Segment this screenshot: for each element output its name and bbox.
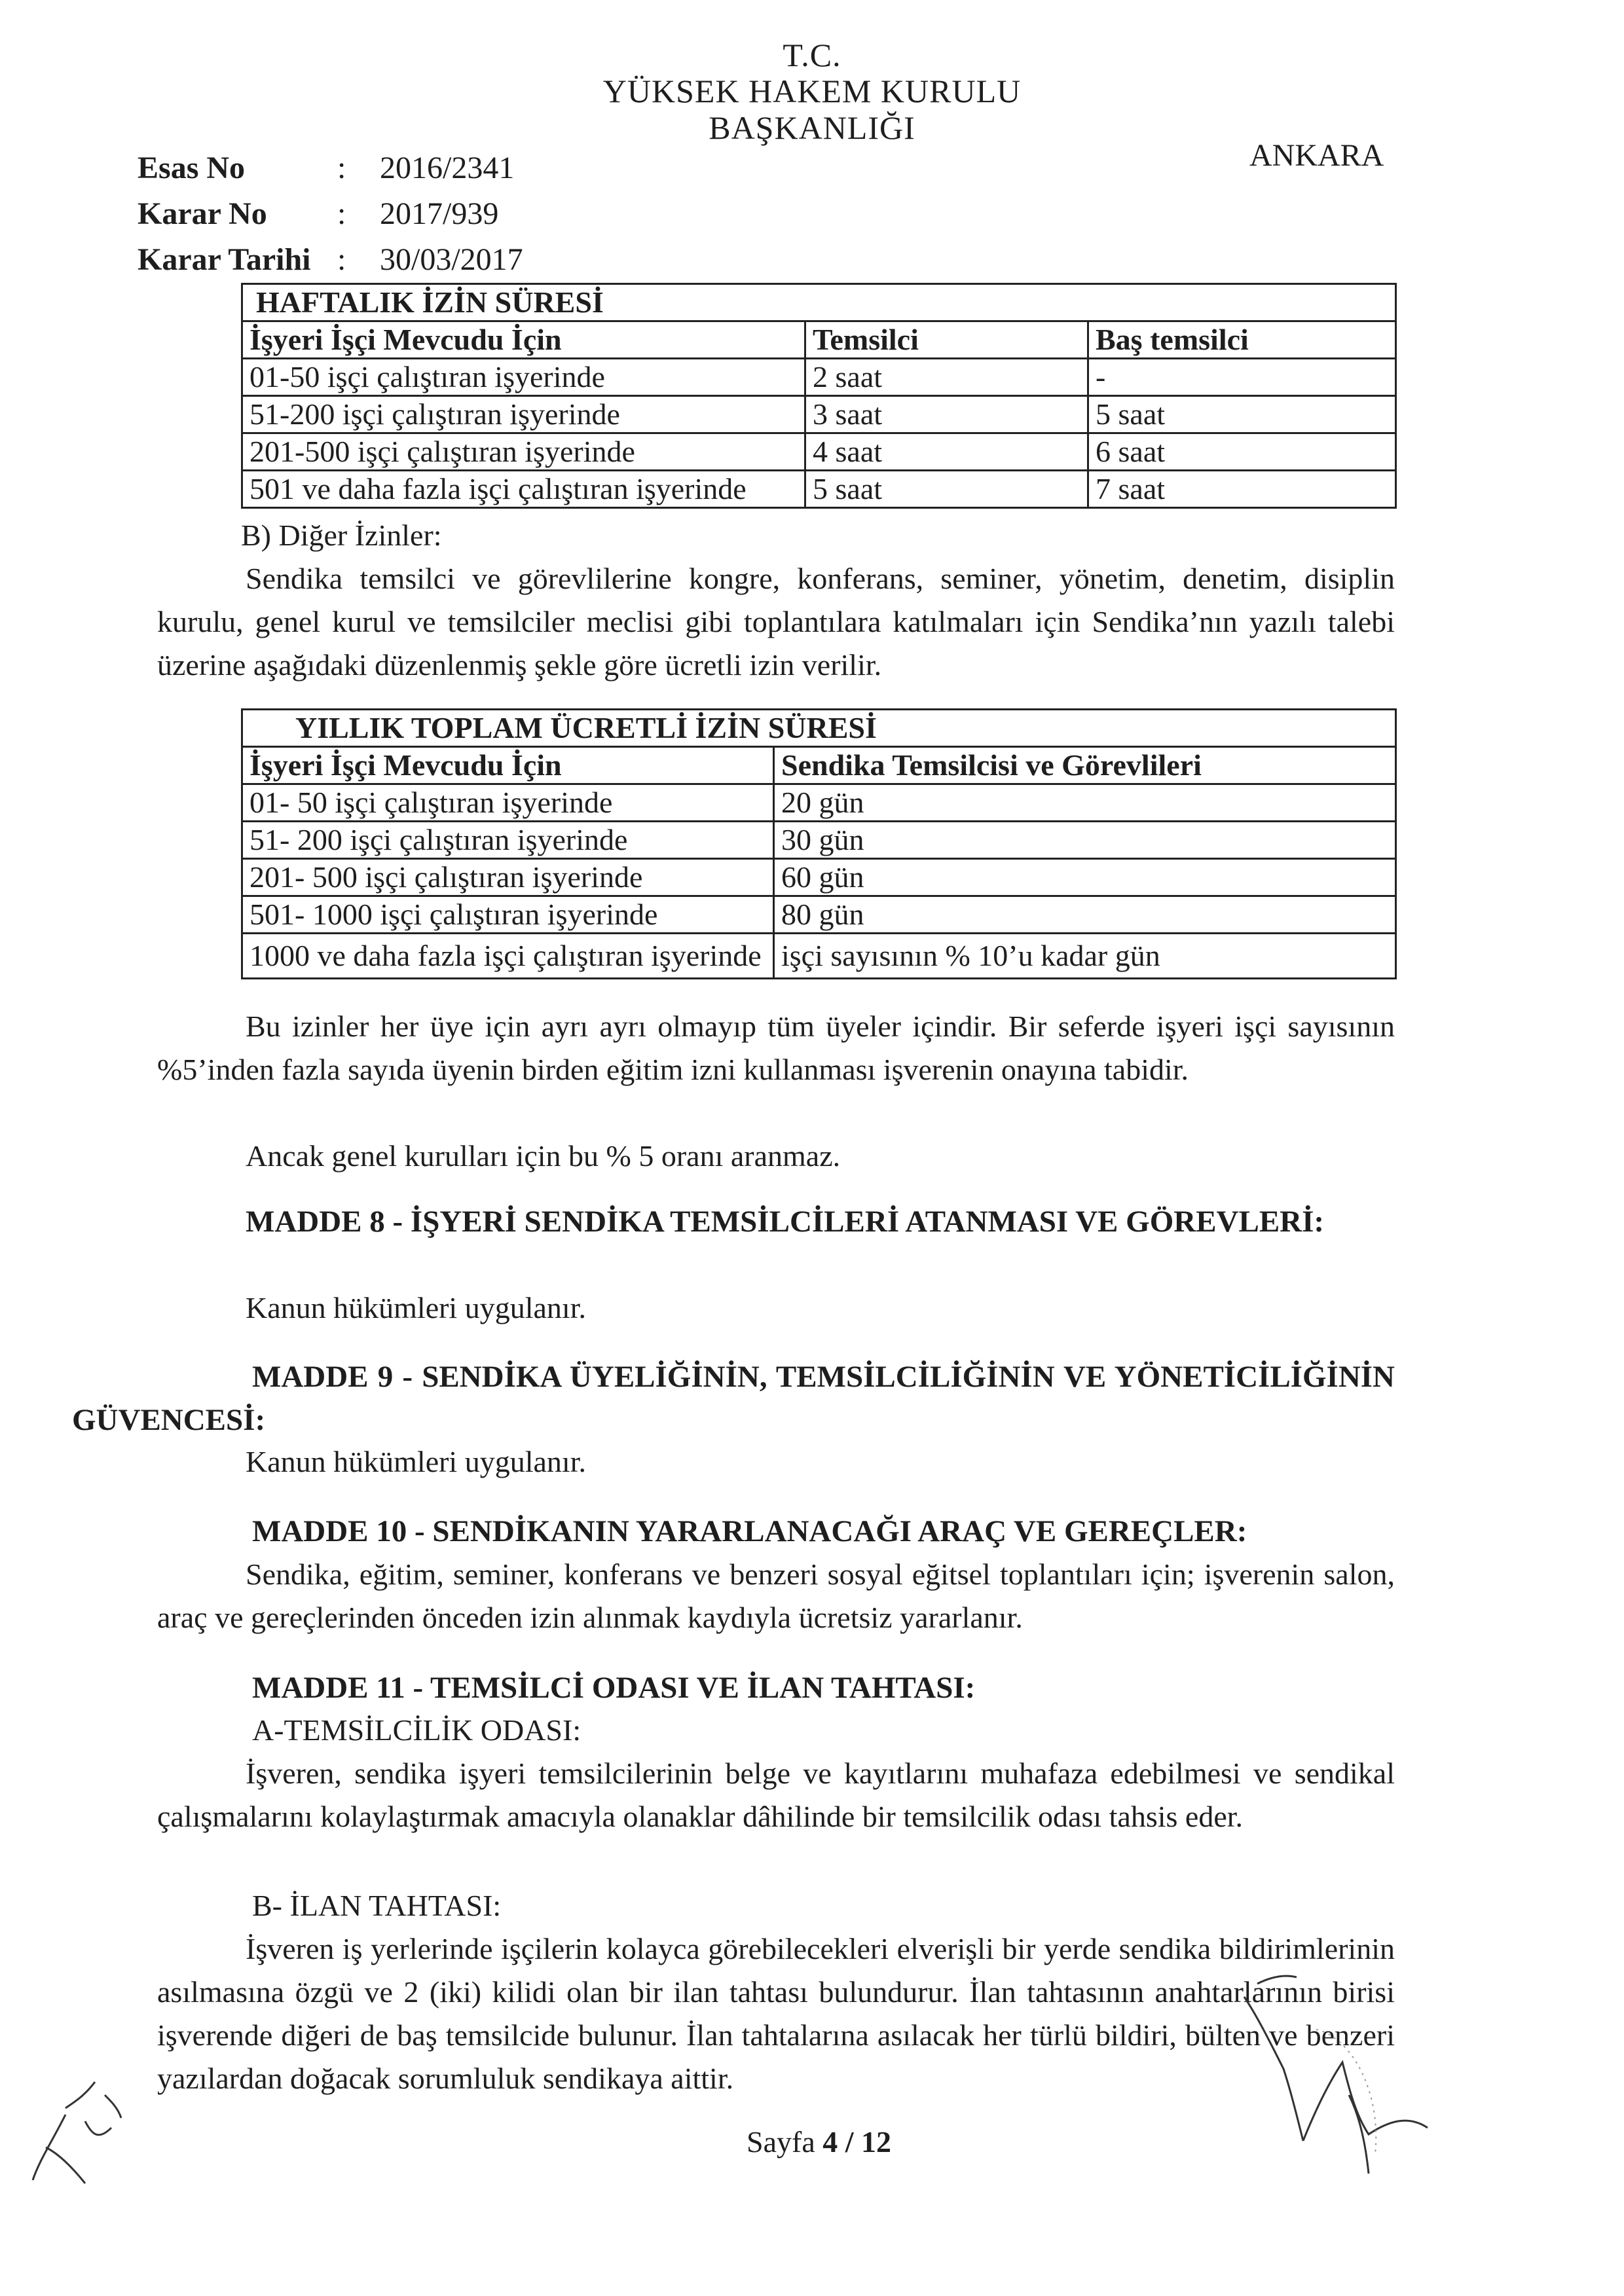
table-cell: 201-500 işçi çalıştıran işyerinde: [242, 433, 805, 471]
table-cell: 30 gün: [774, 822, 1396, 859]
tarih-row: [138, 237, 596, 283]
table-cell: 80 gün: [774, 896, 1396, 934]
column-header: Baş temsilci: [1088, 321, 1396, 359]
case-metadata: [138, 145, 596, 283]
table-row: [242, 934, 1396, 979]
table-cell: 5 saat: [1088, 396, 1396, 433]
table-cell: 01-50 işçi çalıştıran işyerinde: [242, 359, 805, 396]
column-header: Sendika Temsilcisi ve Görevlileri: [774, 747, 1396, 784]
table-row: [242, 784, 1396, 822]
table-cell: 6 saat: [1088, 433, 1396, 471]
table-cell: 60 gün: [774, 859, 1396, 896]
table-cell: 7 saat: [1088, 471, 1396, 508]
colon: :: [337, 151, 346, 185]
madde-10-title: MADDE 10 - SENDİKANIN YARARLANACAĞI ARAÇ VE GEREÇLER:: [252, 1514, 1247, 1548]
esas-row: [138, 145, 596, 191]
madde-10-text: Sendika, eğitim, seminer, konferans ve benzeri sosyal eğitsel toplantıları için; işverenin salon, araç ve gereçlerinden önceden izin alınmak kaydıyla ücretsiz yararlanır.: [157, 1558, 1395, 1634]
table-cell: 1000 ve daha fazla işçi çalıştıran işyerinde: [242, 934, 774, 979]
page-prefix: Sayfa: [747, 2125, 823, 2159]
tarih-label: Karar Tarihi: [138, 242, 311, 277]
table-cell: 201- 500 işçi çalıştıran işyerinde: [242, 859, 774, 896]
ilan-tahtasi-heading: B- İLAN TAHTASI:: [252, 1889, 502, 1922]
page-number: [747, 2124, 891, 2159]
temsilcilik-odasi-text: İşveren, sendika işyeri temsilcilerinin belge ve kayıtlarını muhafaza edebilmesi ve sendikal çalışmalarını kolaylaştırmak amacıyla olanaklar dâhilinde bir temsilcilik odası tahsis eder.: [157, 1757, 1395, 1833]
karar-row: [138, 191, 596, 237]
column-header: İşyeri İşçi Mevcudu İçin: [242, 747, 774, 784]
ilan-tahtasi-text: İşveren iş yerlerinde işçilerin kolayca görebilecekleri elverişli bir yerde sendika bildirimlerinin asılmasına özgü ve 2 (iki) kilidi olan bir ilan tahtası bulundurur. İlan tahtasının anahtarlarının birisi işverende diğeri de baş temsilcide bulunur. İlan tahtalarına asılacak her türlü bildiri, bülten ve benzeri yazılardan doğacak sorumluluk sendikaya aittir.: [157, 1932, 1395, 2095]
madde-8-text: Kanun hükümleri uygulanır.: [246, 1291, 586, 1324]
esas-value: 2016/2341: [380, 151, 515, 185]
table-row: [242, 433, 1396, 471]
section-b-text: Sendika temsilci ve görevlilerine kongre, konferans, seminer, yönetim, denetim, disiplin kurulu, genel kurul ve temsilciler meclisi gibi toplantılara katılmaları için Sendika’nın yazılı talebi üzerine aşağıdaki düzenlenmiş şekle göre ücretli izin verilir.: [157, 562, 1395, 682]
madde-8-title: MADDE 8 - İŞYERİ SENDİKA TEMSİLCİLERİ ATANMASI VE GÖREVLERİ:: [246, 1205, 1325, 1239]
madde-9-title: MADDE 9 - SENDİKA ÜYELİĞİNİN, TEMSİLCİLİĞİNİN VE YÖNETİCİLİĞİNİN GÜVENCESİ:: [72, 1360, 1395, 1437]
header-city: ANKARA: [1249, 138, 1384, 173]
weekly-leave-table: [241, 283, 1397, 509]
margin-initials-signature: [13, 2069, 131, 2200]
column-header: Temsilci: [805, 321, 1088, 359]
annual-paid-leave-table: [241, 708, 1397, 979]
page-current: 4: [822, 2125, 838, 2159]
madde-11-title: MADDE 11 - TEMSİLCİ ODASI VE İLAN TAHTASI:: [252, 1671, 976, 1705]
table-title: YILLIK TOPLAM ÜCRETLİ İZİN SÜRESİ: [242, 710, 1396, 747]
table-cell: -: [1088, 359, 1396, 396]
page-total: 12: [861, 2125, 892, 2159]
header-tc: T.C.: [783, 37, 841, 73]
signature: [1218, 1958, 1454, 2206]
colon: :: [337, 196, 346, 231]
membership-note: Bu izinler her üye için ayrı ayrı olmayıp tüm üyeler içindir. Bir seferde işyeri işçi sayısının %5’inden fazla sayıda üyenin birden eğitim izni kullanması işverenin onayına tabidir.: [157, 1010, 1395, 1086]
table-cell: 01- 50 işçi çalıştıran işyerinde: [242, 784, 774, 822]
table-row: [242, 359, 1396, 396]
table-row: [242, 396, 1396, 433]
table-cell: 5 saat: [805, 471, 1088, 508]
table-cell: 2 saat: [805, 359, 1088, 396]
tarih-value: 30/03/2017: [380, 242, 523, 277]
general-assembly-note: Ancak genel kurulları için bu % 5 oranı aranmaz.: [246, 1139, 841, 1173]
header-org-line1: YÜKSEK HAKEM KURULU: [602, 73, 1022, 109]
table-title: HAFTALIK İZİN SÜRESİ: [242, 284, 1396, 321]
table-cell: 20 gün: [774, 784, 1396, 822]
table-cell: 4 saat: [805, 433, 1088, 471]
table-cell: 501- 1000 işçi çalıştıran işyerinde: [242, 896, 774, 934]
colon: :: [337, 242, 346, 277]
table-cell: 501 ve daha fazla işçi çalıştıran işyerinde: [242, 471, 805, 508]
table-cell: 3 saat: [805, 396, 1088, 433]
section-b-heading: B) Diğer İzinler:: [241, 519, 442, 552]
table-cell: 51-200 işçi çalıştıran işyerinde: [242, 396, 805, 433]
table-cell: işçi sayısının % 10’u kadar gün: [774, 934, 1396, 979]
temsilcilik-odasi-heading: A-TEMSİLCİLİK ODASI:: [252, 1713, 581, 1747]
table-row: [242, 822, 1396, 859]
table-row: [242, 859, 1396, 896]
table-row: [242, 471, 1396, 508]
header-org-line2: BAŞKANLIĞI: [709, 109, 915, 146]
esas-label: Esas No: [138, 151, 246, 185]
table-header-row: [242, 321, 1396, 359]
madde-9-text: Kanun hükümleri uygulanır.: [246, 1445, 586, 1478]
table-row: [242, 896, 1396, 934]
table-cell: 51- 200 işçi çalıştıran işyerinde: [242, 822, 774, 859]
karar-label: Karar No: [138, 196, 267, 231]
page-separator: /: [838, 2125, 862, 2159]
column-header: İşyeri İşçi Mevcudu İçin: [242, 321, 805, 359]
karar-value: 2017/939: [380, 196, 499, 231]
table-header-row: [242, 747, 1396, 784]
